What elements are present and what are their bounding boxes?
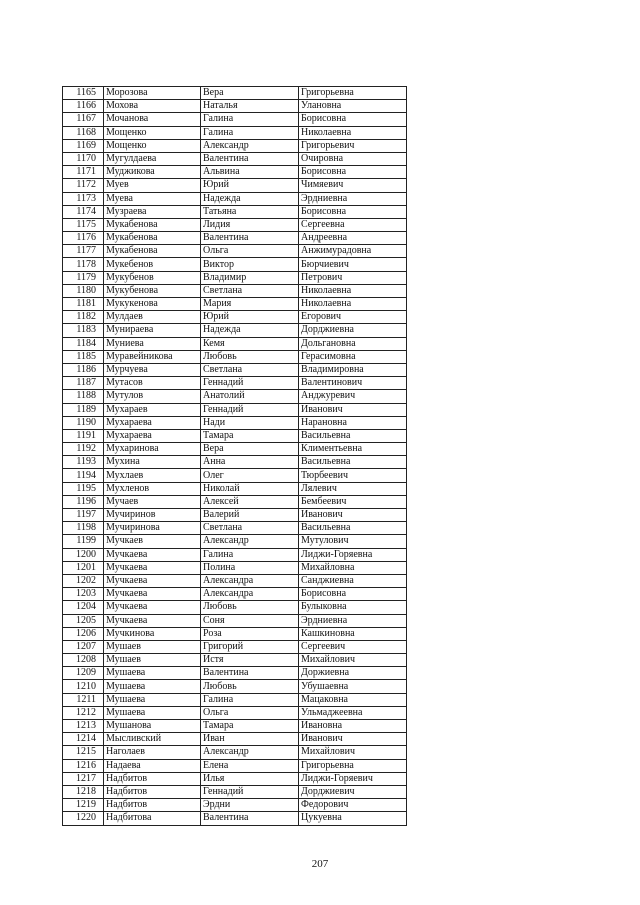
first-name-cell: Виктор [201,258,299,271]
row-number-cell: 1181 [63,298,104,311]
patronymic-cell: Васильевна [299,456,407,469]
first-name-cell: Ольга [201,706,299,719]
table-row [63,232,407,245]
row-number-cell: 1168 [63,126,104,139]
row-number-cell: 1212 [63,706,104,719]
surname-cell: Надбитов [104,772,201,785]
patronymic-cell: Эрдниевна [299,192,407,205]
table-row [63,509,407,522]
first-name-cell: Николай [201,482,299,495]
row-number-cell: 1177 [63,245,104,258]
patronymic-cell: Кашкиновна [299,627,407,640]
surname-cell: Мукукенова [104,298,201,311]
surname-cell: Надаева [104,759,201,772]
surname-cell: Мухараева [104,429,201,442]
patronymic-cell: Доржиевна [299,667,407,680]
first-name-cell: Валентина [201,232,299,245]
table-row [63,218,407,231]
patronymic-cell: Михайловна [299,561,407,574]
row-number-cell: 1211 [63,693,104,706]
first-name-cell: Валерий [201,509,299,522]
table-row [63,456,407,469]
row-number-cell: 1217 [63,772,104,785]
patronymic-cell: Нарановна [299,416,407,429]
surname-cell: Мухлаев [104,469,201,482]
table-row [63,152,407,165]
first-name-cell: Галина [201,126,299,139]
name-list-body [63,87,407,826]
table-row [63,429,407,442]
row-number-cell: 1203 [63,588,104,601]
patronymic-cell: Тюрбеевич [299,469,407,482]
first-name-cell: Эрдни [201,799,299,812]
table-row [63,706,407,719]
first-name-cell: Нади [201,416,299,429]
surname-cell: Мучкаева [104,548,201,561]
first-name-cell: Соня [201,614,299,627]
first-name-cell: Александр [201,535,299,548]
first-name-cell: Надежда [201,192,299,205]
table-row [63,680,407,693]
row-number-cell: 1165 [63,87,104,100]
patronymic-cell: Иванович [299,733,407,746]
surname-cell: Мукебенов [104,258,201,271]
table-row [63,588,407,601]
surname-cell: Муев [104,179,201,192]
patronymic-cell: Санджиевна [299,574,407,587]
table-row [63,324,407,337]
surname-cell: Мучкаева [104,574,201,587]
first-name-cell: Любовь [201,350,299,363]
row-number-cell: 1214 [63,733,104,746]
patronymic-cell: Цукуевна [299,812,407,825]
row-number-cell: 1178 [63,258,104,271]
patronymic-cell: Васильевна [299,429,407,442]
surname-cell: Морозова [104,87,201,100]
patronymic-cell: Ульмаджеевна [299,706,407,719]
table-row [63,772,407,785]
surname-cell: Мучкаев [104,535,201,548]
table-row [63,298,407,311]
first-name-cell: Александра [201,574,299,587]
patronymic-cell: Герасимовна [299,350,407,363]
first-name-cell: Геннадий [201,377,299,390]
table-row [63,258,407,271]
row-number-cell: 1216 [63,759,104,772]
surname-cell: Мукабенова [104,245,201,258]
patronymic-cell: Михайлович [299,654,407,667]
patronymic-cell: Борисовна [299,588,407,601]
surname-cell: Мушаева [104,680,201,693]
first-name-cell: Галина [201,113,299,126]
row-number-cell: 1170 [63,152,104,165]
row-number-cell: 1189 [63,403,104,416]
table-row [63,443,407,456]
row-number-cell: 1192 [63,443,104,456]
patronymic-cell: Анжимурадовна [299,245,407,258]
table-row [63,812,407,825]
patronymic-cell: Михайлович [299,746,407,759]
table-row [63,469,407,482]
first-name-cell: Вера [201,443,299,456]
first-name-cell: Александр [201,746,299,759]
surname-cell: Мучкаева [104,561,201,574]
row-number-cell: 1172 [63,179,104,192]
table-row [63,403,407,416]
table-row [63,113,407,126]
row-number-cell: 1208 [63,654,104,667]
first-name-cell: Валентина [201,667,299,680]
patronymic-cell: Федорович [299,799,407,812]
first-name-cell: Любовь [201,680,299,693]
surname-cell: Мушаева [104,667,201,680]
patronymic-cell: Борисовна [299,205,407,218]
patronymic-cell: Егорович [299,311,407,324]
patronymic-cell: Григорьевна [299,759,407,772]
patronymic-cell: Петрович [299,271,407,284]
table-row [63,284,407,297]
patronymic-cell: Лиджи-Горяевич [299,772,407,785]
row-number-cell: 1210 [63,680,104,693]
patronymic-cell: Валентинович [299,377,407,390]
row-number-cell: 1209 [63,667,104,680]
surname-cell: Мушанова [104,720,201,733]
first-name-cell: Мария [201,298,299,311]
surname-cell: Мугулдаева [104,152,201,165]
patronymic-cell: Лиджи-Горяевна [299,548,407,561]
first-name-cell: Александр [201,139,299,152]
patronymic-cell: Ивановна [299,720,407,733]
first-name-cell: Александра [201,588,299,601]
surname-cell: Мукубенов [104,271,201,284]
surname-cell: Мучиринов [104,509,201,522]
surname-cell: Музраева [104,205,201,218]
row-number-cell: 1193 [63,456,104,469]
first-name-cell: Светлана [201,363,299,376]
first-name-cell: Валентина [201,152,299,165]
surname-cell: Мушаева [104,706,201,719]
first-name-cell: Надежда [201,324,299,337]
row-number-cell: 1188 [63,390,104,403]
surname-cell: Мукубенова [104,284,201,297]
first-name-cell: Полина [201,561,299,574]
table-row [63,667,407,680]
surname-cell: Мучкаева [104,614,201,627]
table-row [63,350,407,363]
surname-cell: Муджикова [104,166,201,179]
first-name-cell: Лидия [201,218,299,231]
row-number-cell: 1202 [63,574,104,587]
table-row [63,179,407,192]
patronymic-cell: Бембеевич [299,495,407,508]
surname-cell: Мушаев [104,654,201,667]
page-number: 207 [311,858,329,870]
row-number-cell: 1220 [63,812,104,825]
row-number-cell: 1201 [63,561,104,574]
table-row [63,614,407,627]
row-number-cell: 1215 [63,746,104,759]
patronymic-cell: Эрдниевна [299,614,407,627]
surname-cell: Мулдаев [104,311,201,324]
row-number-cell: 1206 [63,627,104,640]
surname-cell: Мохова [104,100,201,113]
surname-cell: Мурчуева [104,363,201,376]
row-number-cell: 1197 [63,509,104,522]
row-number-cell: 1174 [63,205,104,218]
table-row [63,495,407,508]
first-name-cell: Галина [201,693,299,706]
first-name-cell: Вера [201,87,299,100]
first-name-cell: Роза [201,627,299,640]
table-row [63,126,407,139]
surname-cell: Мутасов [104,377,201,390]
surname-cell: Надбитова [104,812,201,825]
table-row [63,139,407,152]
table-row [63,87,407,100]
first-name-cell: Ольга [201,245,299,258]
row-number-cell: 1173 [63,192,104,205]
table-row [63,311,407,324]
surname-cell: Мукабенова [104,232,201,245]
row-number-cell: 1180 [63,284,104,297]
row-number-cell: 1185 [63,350,104,363]
patronymic-cell: Андреевна [299,232,407,245]
table-row [63,100,407,113]
surname-cell: Мухленов [104,482,201,495]
surname-cell: Мутулов [104,390,201,403]
first-name-cell: Галина [201,548,299,561]
patronymic-cell: Дорджиевна [299,324,407,337]
table-row [63,601,407,614]
row-number-cell: 1213 [63,720,104,733]
table-row [63,759,407,772]
table-row [63,548,407,561]
table-row [63,720,407,733]
table-row [63,654,407,667]
row-number-cell: 1171 [63,166,104,179]
first-name-cell: Анатолий [201,390,299,403]
row-number-cell: 1186 [63,363,104,376]
surname-cell: Мушаева [104,693,201,706]
first-name-cell: Светлана [201,284,299,297]
first-name-cell: Григорий [201,640,299,653]
surname-cell: Мухаринова [104,443,201,456]
patronymic-cell: Сергеевич [299,640,407,653]
table-row [63,574,407,587]
patronymic-cell: Мацаковна [299,693,407,706]
patronymic-cell: Сергеевна [299,218,407,231]
patronymic-cell: Борисовна [299,166,407,179]
first-name-cell: Илья [201,772,299,785]
row-number-cell: 1190 [63,416,104,429]
patronymic-cell: Климентьевна [299,443,407,456]
patronymic-cell: Григорьевна [299,87,407,100]
patronymic-cell: Мутулович [299,535,407,548]
table-row [63,363,407,376]
surname-cell: Мучкаева [104,588,201,601]
row-number-cell: 1169 [63,139,104,152]
row-number-cell: 1198 [63,522,104,535]
table-row [63,337,407,350]
patronymic-cell: Булыковна [299,601,407,614]
surname-cell: Мысливский [104,733,201,746]
patronymic-cell: Дорджиевич [299,785,407,798]
patronymic-cell: Николаевна [299,298,407,311]
row-number-cell: 1194 [63,469,104,482]
table-row [63,561,407,574]
patronymic-cell: Очировна [299,152,407,165]
table-row [63,416,407,429]
surname-cell: Мучаев [104,495,201,508]
first-name-cell: Наталья [201,100,299,113]
first-name-cell: Тамара [201,429,299,442]
patronymic-cell: Григорьевич [299,139,407,152]
surname-cell: Надбитов [104,799,201,812]
row-number-cell: 1184 [63,337,104,350]
surname-cell: Муравейникова [104,350,201,363]
row-number-cell: 1199 [63,535,104,548]
row-number-cell: 1175 [63,218,104,231]
first-name-cell: Олег [201,469,299,482]
table-row [63,799,407,812]
row-number-cell: 1204 [63,601,104,614]
first-name-cell: Любовь [201,601,299,614]
row-number-cell: 1195 [63,482,104,495]
surname-cell: Муниева [104,337,201,350]
row-number-cell: 1196 [63,495,104,508]
first-name-cell: Истя [201,654,299,667]
first-name-cell: Владимир [201,271,299,284]
patronymic-cell: Лялевич [299,482,407,495]
first-name-cell: Татьяна [201,205,299,218]
row-number-cell: 1183 [63,324,104,337]
surname-cell: Мучиринова [104,522,201,535]
patronymic-cell: Васильевна [299,522,407,535]
patronymic-cell: Борисовна [299,113,407,126]
row-number-cell: 1166 [63,100,104,113]
patronymic-cell: Николаевна [299,126,407,139]
table-row [63,166,407,179]
patronymic-cell: Анджуревич [299,390,407,403]
surname-cell: Мощенко [104,126,201,139]
table-row [63,640,407,653]
surname-cell: Мочанова [104,113,201,126]
patronymic-cell: Дольгановна [299,337,407,350]
row-number-cell: 1205 [63,614,104,627]
patronymic-cell: Иванович [299,509,407,522]
table-row [63,785,407,798]
surname-cell: Мухина [104,456,201,469]
first-name-cell: Геннадий [201,403,299,416]
row-number-cell: 1179 [63,271,104,284]
surname-cell: Мощенко [104,139,201,152]
table-row [63,192,407,205]
patronymic-cell: Бюрчиевич [299,258,407,271]
name-list-table [62,86,407,826]
patronymic-cell: Убушаевна [299,680,407,693]
first-name-cell: Тамара [201,720,299,733]
table-row [63,245,407,258]
first-name-cell: Анна [201,456,299,469]
table-row [63,733,407,746]
first-name-cell: Геннадий [201,785,299,798]
row-number-cell: 1176 [63,232,104,245]
first-name-cell: Светлана [201,522,299,535]
first-name-cell: Юрий [201,311,299,324]
surname-cell: Надбитов [104,785,201,798]
patronymic-cell: Улановна [299,100,407,113]
row-number-cell: 1191 [63,429,104,442]
surname-cell: Мунираева [104,324,201,337]
table-row [63,522,407,535]
surname-cell: Мухараева [104,416,201,429]
surname-cell: Мухараев [104,403,201,416]
row-number-cell: 1200 [63,548,104,561]
table-row [63,482,407,495]
first-name-cell: Алексей [201,495,299,508]
patronymic-cell: Иванович [299,403,407,416]
row-number-cell: 1182 [63,311,104,324]
row-number-cell: 1219 [63,799,104,812]
surname-cell: Муева [104,192,201,205]
surname-cell: Мучкаева [104,601,201,614]
row-number-cell: 1187 [63,377,104,390]
first-name-cell: Юрий [201,179,299,192]
patronymic-cell: Чимяевич [299,179,407,192]
table-row [63,535,407,548]
row-number-cell: 1167 [63,113,104,126]
patronymic-cell: Владимировна [299,363,407,376]
surname-cell: Мукабенова [104,218,201,231]
table-row [63,205,407,218]
row-number-cell: 1207 [63,640,104,653]
surname-cell: Мучкинова [104,627,201,640]
table-row [63,627,407,640]
surname-cell: Наголаев [104,746,201,759]
first-name-cell: Кемя [201,337,299,350]
table-row [63,693,407,706]
first-name-cell: Валентина [201,812,299,825]
table-row [63,390,407,403]
table-row [63,746,407,759]
table-row [63,271,407,284]
table-row [63,377,407,390]
first-name-cell: Альвина [201,166,299,179]
first-name-cell: Иван [201,733,299,746]
patronymic-cell: Николаевна [299,284,407,297]
surname-cell: Мушаев [104,640,201,653]
first-name-cell: Елена [201,759,299,772]
row-number-cell: 1218 [63,785,104,798]
